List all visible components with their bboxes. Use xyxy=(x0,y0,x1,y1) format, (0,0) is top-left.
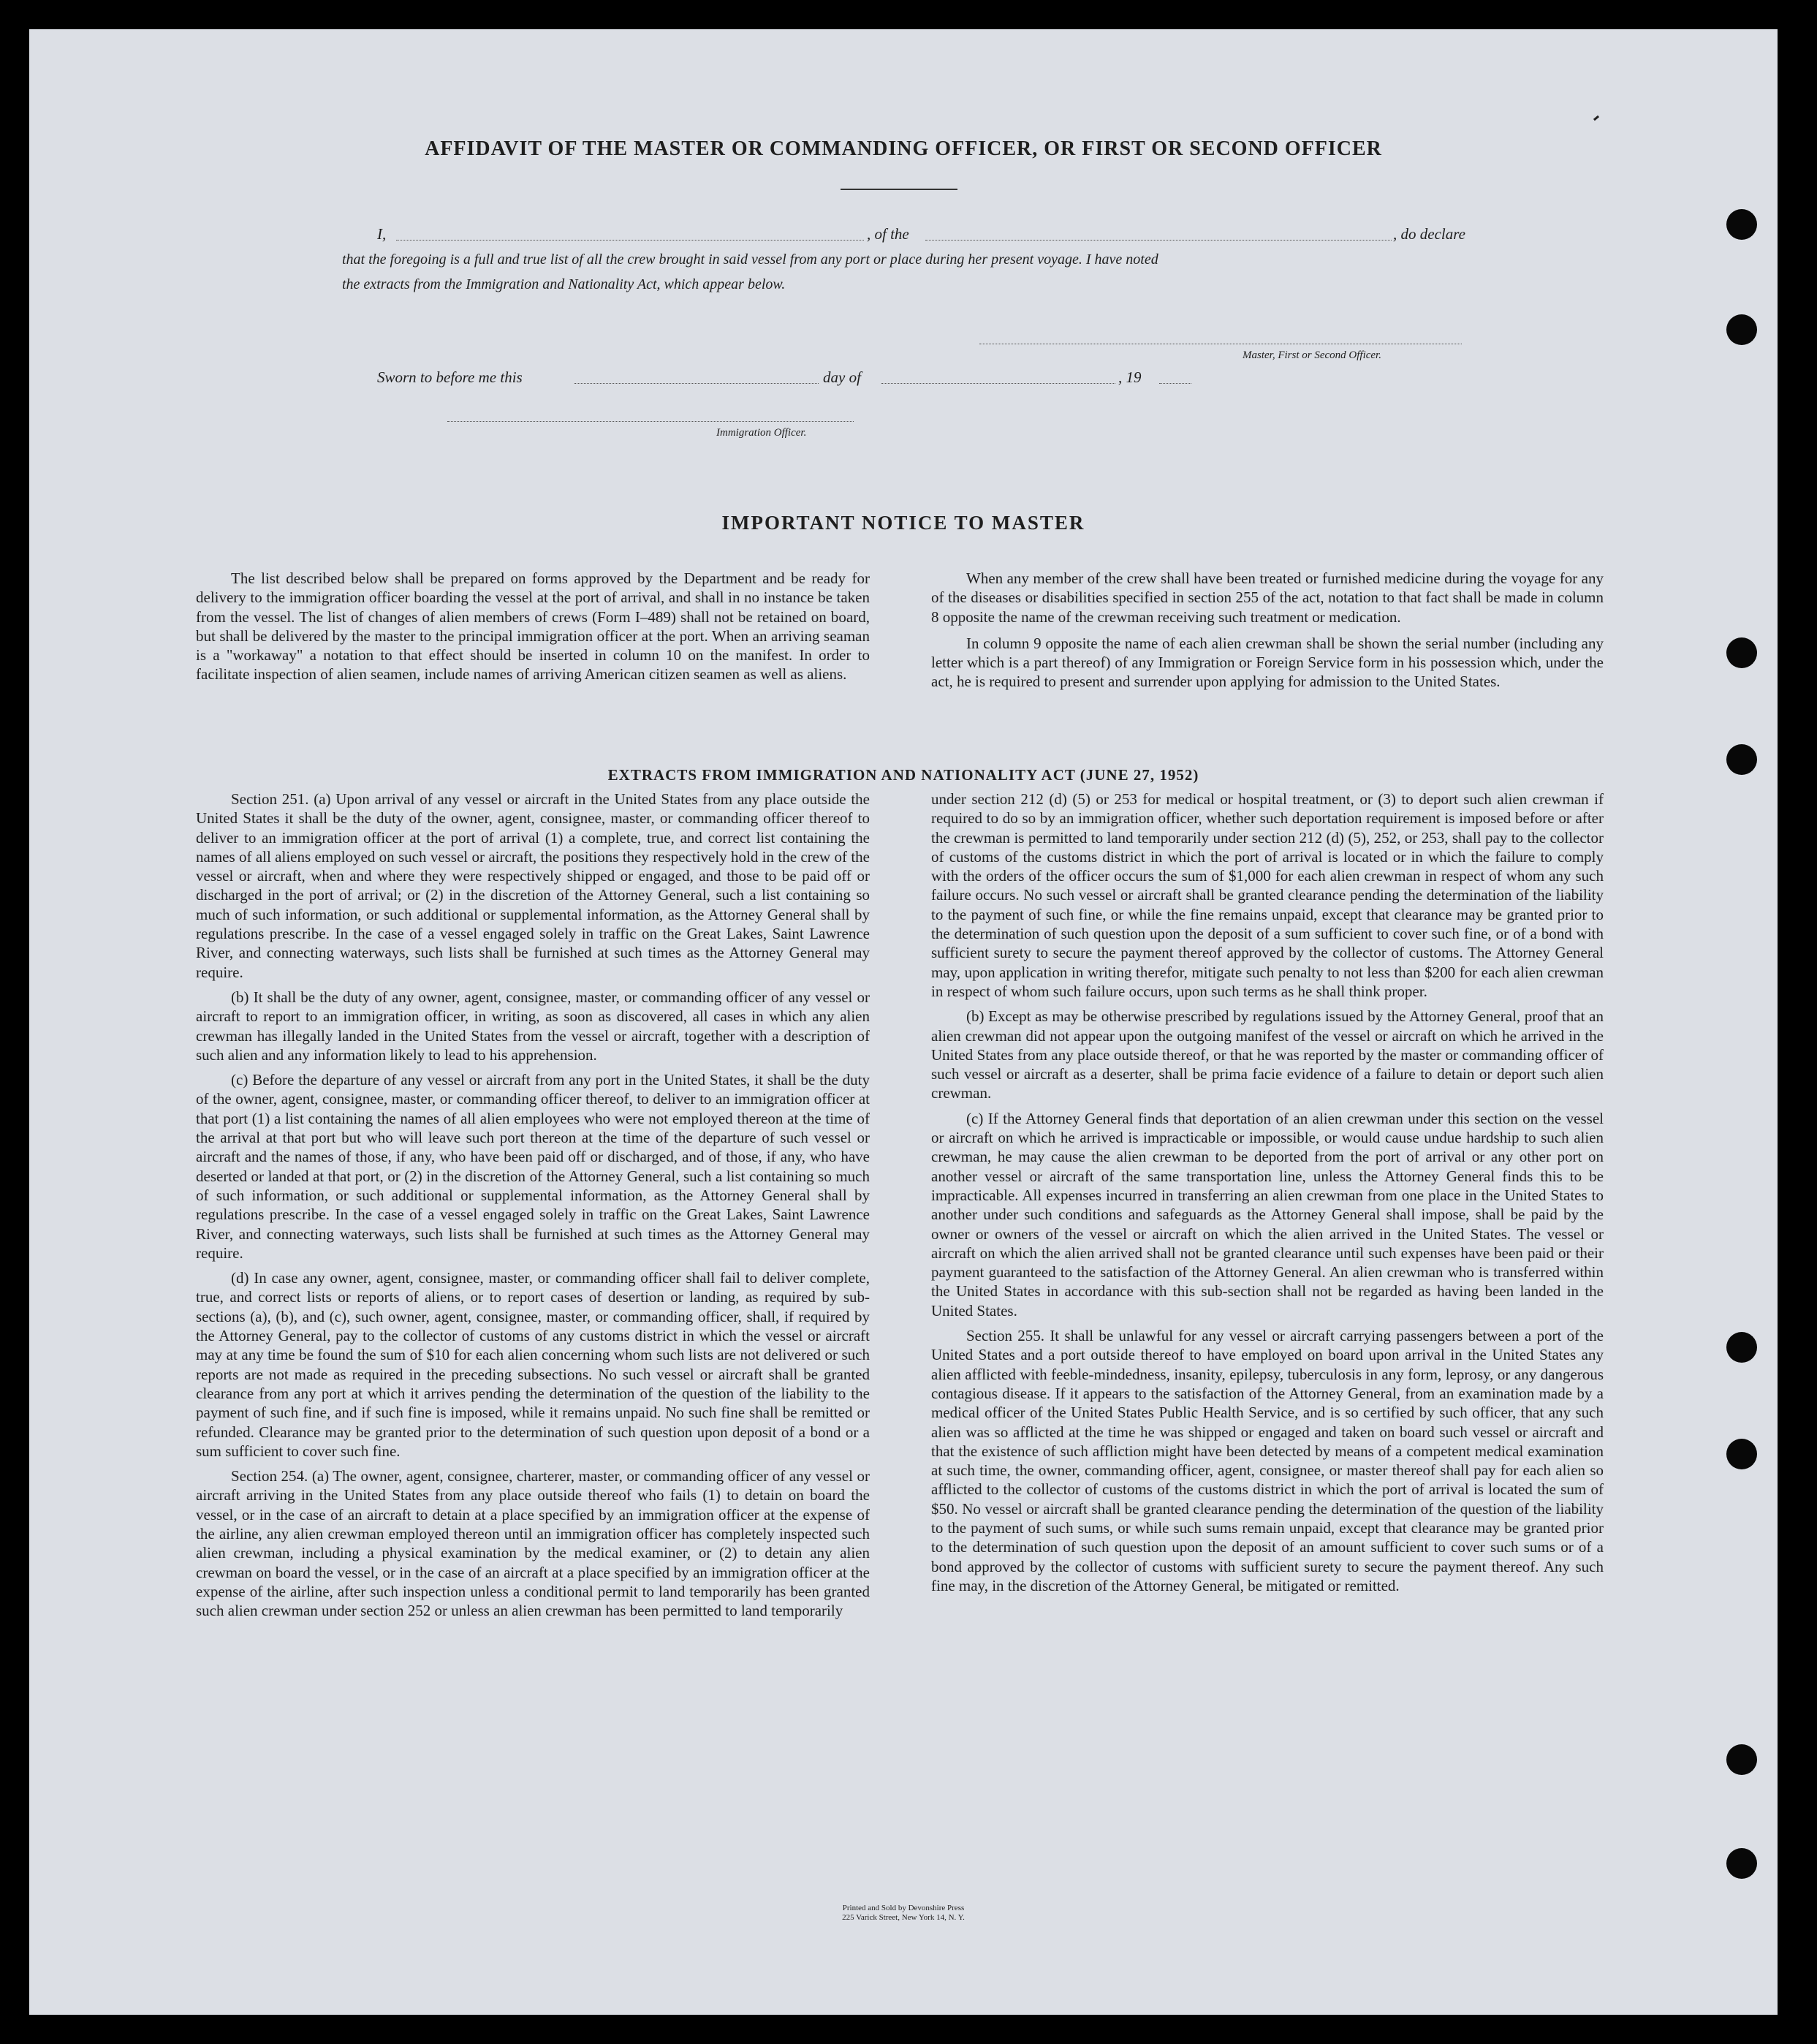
extracts-left-column xyxy=(196,790,870,1626)
sworn-label: Sworn to before me this xyxy=(377,368,523,386)
section-251-d: (d) In case any owner, agent, consignee, master, or commanding officer shall fail to deliver complete, true, and correct lists or reports of aliens, or to report cases of desertion or landing, as required by sub-sections (a), (b), and (c), such owner, agent, consignee, master, or commanding officer, shall, if required by the Attorney General, pay to the collector of customs of any customs district in which the vessel or aircraft may at any time be found the sum of $10 for each alien concerning whom such lists are not delivered or such reports are not made as required in the preceding subsections. No such vessel or aircraft shall be granted clearance from any port at which it arrives pending the determination of the question of the liability to the payment of such fine, and if such fine is imposed, while it remains unpaid. No such fine shall be remitted or refunded. Clearance may be granted prior to the determination of such question upon deposit of a bond or a sum sufficient to cover such fine. xyxy=(196,1269,870,1460)
vessel-field[interactable] xyxy=(925,240,1392,241)
section-254-a-cont: under section 212 (d) (5) or 253 for medical or hospital treatment, or (3) to deport such alien crewman if required to do so by an immigration officer, whether such deportation requirement is imposed before or after the crewman is permitted to land temporarily under section 212 (d) (5), 252, or 253, shall pay to the collector of customs of the customs district in which the port of arrival is located or in which the failure to comply with the orders of the officer occurs the sum of $1,000 for each alien crewman in respect of whom any such failure occurs. No such vessel or aircraft shall be granted clearance pending the determination of the liability to the payment of such fine, or while the fine remains unpaid, except that clearance may be granted prior to the determination of such question upon the deposit of a sum sufficient to cover such fine, or of a bond with sufficient surety to secure the payment thereof approved by the collector of customs. The Attorney General may, upon application in writing therefor, mitigate such penalty to not less than $200 for each alien crewman in respect of whom such failure occurs, upon such terms as he shall think proper. xyxy=(931,790,1604,1000)
notice-right-paragraph-2: In column 9 opposite the name of each alien crewman shall be shown the serial number (including any letter which is a part thereof) of any Immigration or Foreign Service form in his possession which, under the act, he is required to present and surrender upon applying for admission to the United States. xyxy=(931,634,1604,691)
binder-hole xyxy=(1726,1332,1757,1363)
day-of-label: day of xyxy=(823,368,861,386)
binder-hole xyxy=(1726,744,1757,775)
master-caption: Master, First or Second Officer. xyxy=(1243,349,1381,361)
sworn-month-field[interactable] xyxy=(881,383,1115,384)
section-254-b: (b) Except as may be otherwise prescribed by regulations issued by the Attorney General, proof that an alien crewman did not appear upon the outgoing manifest of the vessel or aircraft on which he arrived in the United States from any place outside thereof, or that he was reported by the master or commanding officer of such vessel or aircraft as a deserter, shall be prima facie evidence of a failure to detain or deport such alien crewman. xyxy=(931,1007,1604,1102)
declaration-line-3: the extracts from the Immigration and Nationality Act, which appear below. xyxy=(342,276,786,292)
officer-signature-field[interactable] xyxy=(447,421,854,422)
notice-title: IMPORTANT NOTICE TO MASTER xyxy=(721,512,1085,534)
decl-do-declare-label: , do declare xyxy=(1393,225,1465,243)
sworn-day-field[interactable] xyxy=(574,383,819,384)
extracts-title: EXTRACTS FROM IMMIGRATION AND NATIONALITY ACT (JUNE 27, 1952) xyxy=(607,766,1199,784)
section-251-b: (b) It shall be the duty of any owner, agent, consignee, master, or commanding officer of any vessel or aircraft to report to an immigration officer, in writing, as soon as discovered, all cases in which any alien crewman has illegally landed in the United States from the vessel or aircraft, together with a description of such alien and any information likely to lead to his apprehension. xyxy=(196,988,870,1064)
decl-i-label: I, xyxy=(377,225,387,243)
binder-hole xyxy=(1726,1848,1757,1879)
binder-hole xyxy=(1726,1744,1757,1775)
declaration-line-2: that the foregoing is a full and true list of all the crew brought in said vessel from any port or place during her present voyage. I have noted xyxy=(342,251,1158,268)
officer-caption: Immigration Officer. xyxy=(716,427,807,439)
section-254-c: (c) If the Attorney General finds that deportation of an alien crewman under this section on the vessel or aircraft on which he arrived is impracticable or impossible, or would cause undue hardship to such alien crewman, he may cause the alien crewman to be deported from the port of arrival or any other port on another vessel or aircraft of the same transportation line, unless the Attorney General finds this to be impracticable. All expenses incurred in transferring an alien crewman from one place in the United States to another under such conditions and safeguards as the Attorney General shall impose, shall be paid by the owner or owners of the vessel or aircraft on which the alien arrived in the United States. The vessel or aircraft on which the alien arrived shall not be granted clearance until such expenses have been paid or their payment guaranteed to the satisfaction of the Attorney General. An alien crewman who is transferred within the United States in accordance with this sub-section shall not be regarded as having been landed in the United States. xyxy=(931,1109,1604,1320)
notice-right-column xyxy=(931,569,1604,697)
section-255: Section 255. It shall be unlawful for any vessel or aircraft carrying passengers between a port of the United States and a port outside thereof to have employed on board upon arrival in the United States any alien afflicted with feeble-mindedness, insanity, epilepsy, tuberculosis in any form, leprosy, or any dangerous contagious disease. If it appears to the satisfaction of the Attorney General, from an examination made by a medical officer of the United States Public Health Service, and is so certified by such officer, that any such alien was so afflicted at the time he was shipped or engaged and taken on board such vessel or aircraft and that the existence of such affliction might have been detected by means of a competent medical examination at such time, the owner, commanding officer, agent, consignee, or master thereof shall pay for each alien so afflicted to the collector of customs of the customs district in which the port of arrival is located the sum of $50. No vessel or aircraft shall be granted clearance pending the determination of the question of the liability to the payment of such sums, or while such sums remain unpaid, except that clearance may be granted prior to the determination of such question upon the deposit of an amount sufficient to cover such sums or of a bond approved by the collector of customs with sufficient surety to secure the payment thereof. Any such fine may, in the discretion of the Attorney General, be mitigated or remitted. xyxy=(931,1327,1604,1594)
binder-hole xyxy=(1726,637,1757,668)
decl-of-the-label: , of the xyxy=(867,225,909,243)
affidavit-title: AFFIDAVIT OF THE MASTER OR COMMANDING OFFICER, OR FIRST OR SECOND OFFICER xyxy=(425,137,1382,160)
year-prefix-label: , 19 xyxy=(1118,368,1142,386)
section-254-a: Section 254. (a) The owner, agent, consignee, charterer, master, or commanding officer of any vessel or aircraft arriving in the United States from any place outside thereof who fails (1) to detain on board the vessel, or in the case of an aircraft to detain at a place specified by an immigration officer at the expense of the airline, any alien crewman employed thereon until an immigration officer has completely inspected such alien crewman, including a physical examination by the medical examiner, or (2) to detain any alien crewman on board the vessel, or in the case of an aircraft at a place specified by an immigration officer at the expense of the airline, after such inspection unless a conditional permit to land temporarily has been granted such alien crewman under section 252 or unless an alien crewman has been permitted to land temporarily xyxy=(196,1467,870,1620)
section-251-a: Section 251. (a) Upon arrival of any vessel or aircraft in the United States from any place outside the United States it shall be the duty of the owner, agent, consignee, master, or commanding officer thereof to deliver to an immigration officer at the port of arrival (1) a complete, true, and correct list containing the names of all aliens employed on such vessel or aircraft, the positions they respectively hold in the crew of the vessel or aircraft, when and where they were respectively shipped or engaged, and those to be paid off or discharged in the port of arrival; or (2) in the discretion of the Attorney General, such a list containing so much of such information, or such additional or supplemental information, as the Attorney General shall by regulations prescribe. In the case of a vessel engaged solely in traffic on the Great Lakes, Saint Lawrence River, and connecting waterways, such lists shall be furnished at such times as the Attorney General may require. xyxy=(196,790,870,981)
sworn-year-field[interactable] xyxy=(1159,383,1191,384)
printer-line-2: 225 Varick Street, New York 14, N. Y. xyxy=(842,1913,965,1922)
binder-hole xyxy=(1726,314,1757,345)
notice-left-column xyxy=(196,569,870,690)
printer-imprint xyxy=(29,1904,1778,1923)
notice-right-paragraph-1: When any member of the crew shall have been treated or furnished medicine during the voyage for any of the diseases or disabilities specified in section 255 of the act, notation to that fact shall be made in column 8 opposite the name of the crewman receiving such treatment or medication. xyxy=(931,569,1604,626)
extracts-right-column xyxy=(931,790,1604,1601)
binder-hole xyxy=(1726,1439,1757,1469)
binder-hole xyxy=(1726,209,1757,240)
printer-line-1: Printed and Sold by Devonshire Press xyxy=(842,1904,965,1912)
pen-mark xyxy=(1593,116,1599,121)
form-page xyxy=(29,29,1778,2015)
notice-left-paragraph: The list described below shall be prepared on forms approved by the Department and be ready for delivery to the immigration officer boarding the vessel at the port of arrival, and shall in no instance be taken from the vessel. The list of changes of alien members of crews (Form I–489) shall not be retained on board, but shall be delivered by the master to the principal immigration officer at the port. When an arriving seaman is a "workaway" a notation to that effect should be inserted in column 10 on the manifest. In order to facilitate inspection of alien seamen, include names of arriving American citizen seamen as well as aliens. xyxy=(196,569,870,684)
section-251-c: (c) Before the departure of any vessel or aircraft from any port in the United States, it shall be the duty of the owner, agent, consignee, master, or commanding officer thereof, to deliver to an immigration officer at that port (1) a list containing the names of all alien employees who were not employed thereon at the time of the arrival at that port but who will leave such port thereon at the time of the departure of such vessel or aircraft and the names of those, if any, who have been paid off or discharged, and of those, if any, who have deserted or landed at that port, or (2) in the discretion of the Attorney General, such a list containing so much of such information, or such additional or supplemental information, as the Attorney General shall by regulations prescribe. In the case of a vessel engaged solely in traffic on the Great Lakes, Saint Lawrence River, and connecting waterways, such lists shall be furnished at such times as the Attorney General may require. xyxy=(196,1071,870,1262)
title-rule xyxy=(841,189,957,190)
name-field[interactable] xyxy=(396,240,864,241)
